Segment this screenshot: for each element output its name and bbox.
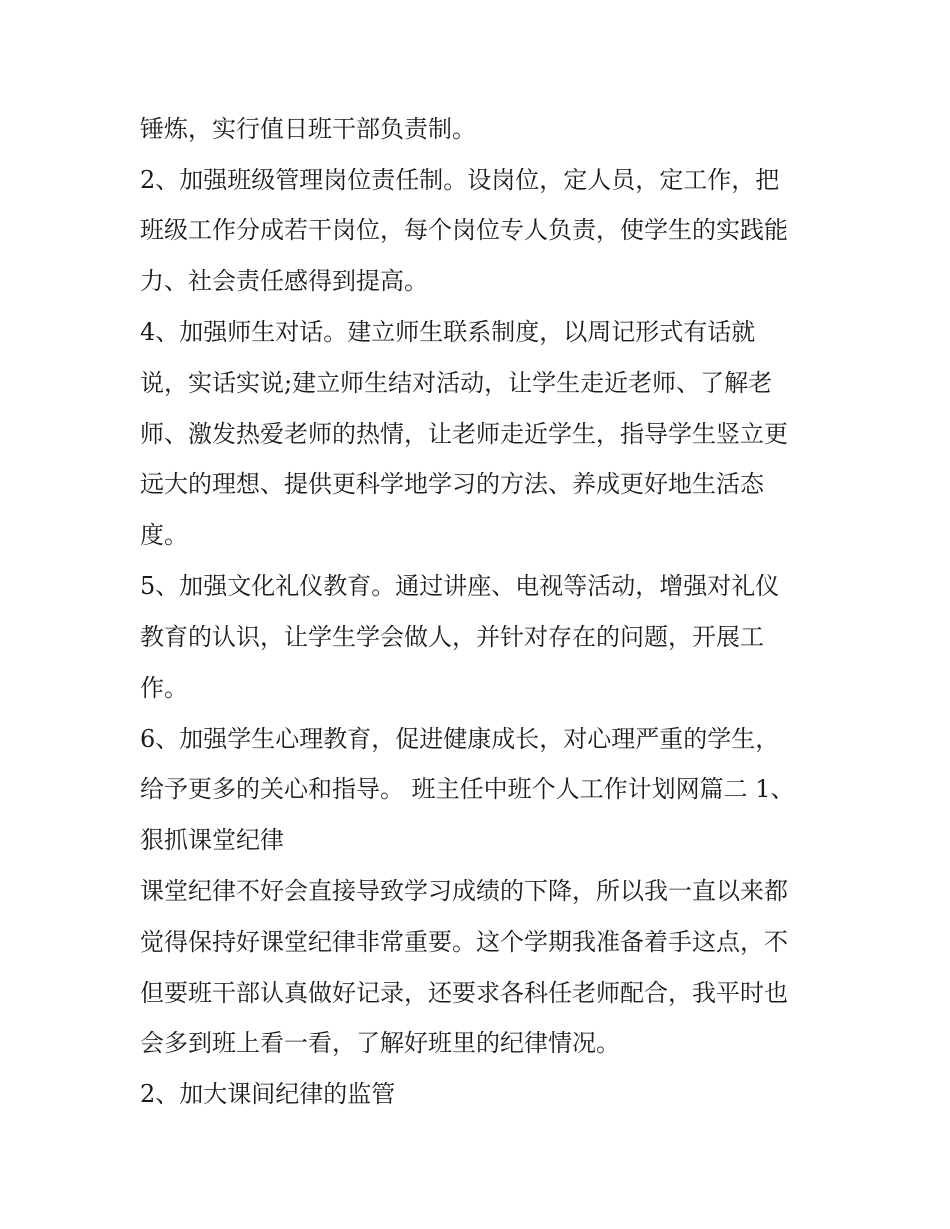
text-line: 度。 <box>140 521 188 549</box>
text-line: 课堂纪律不好会直接导致学习成绩的下降，所以我一直以来都 <box>140 877 788 905</box>
text-line: 4、加强师生对话。建立师生联系制度，以周记形式有话就 <box>140 318 756 346</box>
text-line: 给予更多的关心和指导。 班主任中班个人工作计划网篇二 1、 <box>140 775 795 803</box>
text-line: 狠抓课堂纪律 <box>140 826 284 854</box>
text-line: 2、加大课间纪律的监管 <box>140 1080 396 1108</box>
text-line: 师、激发热爱老师的热情，让老师走近学生，指导学生竖立更 <box>140 420 788 448</box>
text-line: 远大的理想、提供更科学地学习的方法、养成更好地生活态 <box>140 470 764 498</box>
text-line: 但要班干部认真做好记录，还要求各科任老师配合，我平时也 <box>140 979 788 1007</box>
text-line: 班级工作分成若干岗位，每个岗位专人负责，使学生的实践能 <box>140 216 788 244</box>
text-line: 教育的认识，让学生学会做人，并针对存在的问题，开展工 <box>140 623 764 651</box>
text-line: 2、加强班级管理岗位责任制。设岗位，定人员，定工作，把 <box>140 166 780 194</box>
text-line: 6、加强学生心理教育，促进健康成长，对心理严重的学生， <box>140 725 780 753</box>
text-line: 说，实话实说;建立师生结对活动，让学生走近老师、了解老 <box>140 369 773 397</box>
text-line: 会多到班上看一看，了解好班里的纪律情况。 <box>140 1029 620 1057</box>
text-line: 力、社会责任感得到提高。 <box>140 267 428 295</box>
text-line: 锤炼，实行值日班干部负责制。 <box>140 115 476 143</box>
text-line: 作。 <box>140 674 188 702</box>
text-line: 5、加强文化礼仪教育。通过讲座、电视等活动，增强对礼仪 <box>140 572 780 600</box>
text-line: 觉得保持好课堂纪律非常重要。这个学期我准备着手这点，不 <box>140 928 788 956</box>
